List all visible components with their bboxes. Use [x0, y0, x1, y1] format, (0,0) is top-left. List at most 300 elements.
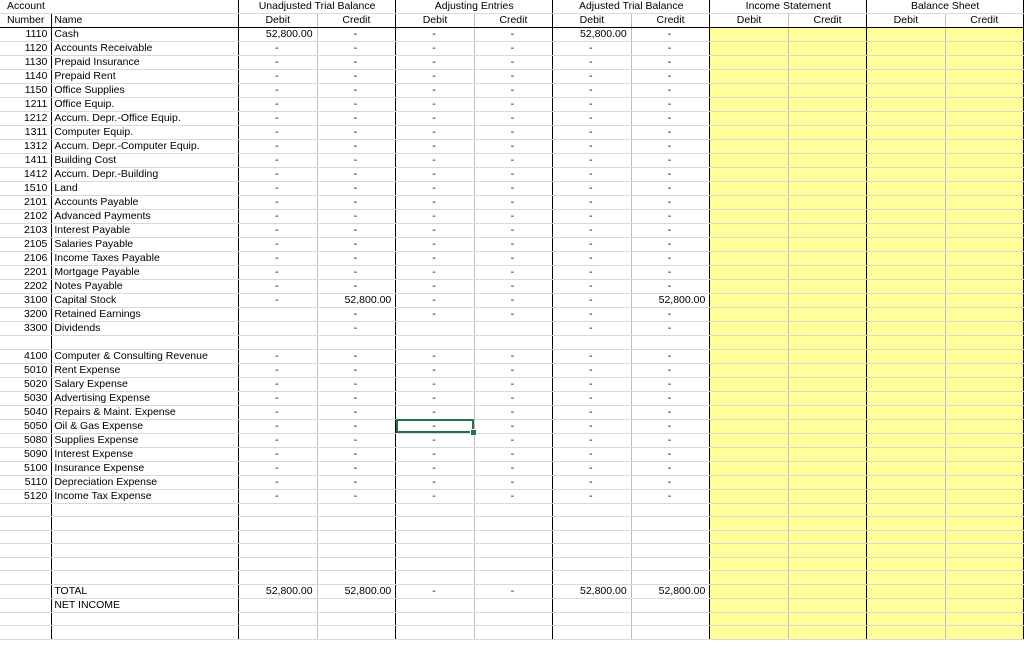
adjusted-debit-cell[interactable]	[553, 544, 632, 558]
account-name-cell[interactable]: Accounts Payable	[52, 196, 239, 210]
account-name-cell[interactable]	[52, 517, 239, 531]
adjusting-debit-cell[interactable]	[396, 336, 474, 350]
adjusting-debit-cell[interactable]	[396, 322, 474, 336]
adjusted-debit-cell[interactable]: -	[553, 433, 632, 447]
adjusted-credit-cell[interactable]: -	[631, 210, 710, 224]
adjusting-credit-cell[interactable]: -	[474, 461, 552, 475]
unadjusted-credit-cell[interactable]: -	[317, 349, 396, 363]
adjusting-credit-cell[interactable]	[474, 571, 552, 585]
adjusted-credit-cell[interactable]: 52,800.00	[631, 584, 710, 598]
adjusted-debit-cell[interactable]	[553, 626, 632, 640]
adjusted-credit-cell[interactable]	[631, 598, 710, 612]
adjusted-credit-cell[interactable]: -	[631, 224, 710, 238]
adjusted-credit-cell[interactable]: -	[631, 489, 710, 503]
adjusting-credit-cell[interactable]: -	[474, 377, 552, 391]
adjusting-debit-cell[interactable]: -	[396, 70, 474, 84]
account-number-cell[interactable]: 1412	[0, 168, 52, 182]
balance-debit-cell[interactable]	[867, 126, 945, 140]
adjusted-debit-cell[interactable]: -	[553, 405, 632, 419]
income-debit-cell[interactable]	[710, 112, 788, 126]
unadjusted-debit-cell[interactable]: -	[238, 182, 317, 196]
unadjusted-debit-cell[interactable]: -	[238, 98, 317, 112]
adjusted-debit-cell[interactable]: 52,800.00	[553, 28, 632, 42]
balance-debit-cell[interactable]	[867, 252, 945, 266]
adjusted-credit-cell[interactable]: -	[631, 126, 710, 140]
adjusting-credit-cell[interactable]: -	[474, 475, 552, 489]
adjusted-credit-cell[interactable]: -	[631, 266, 710, 280]
income-debit-cell[interactable]	[710, 461, 788, 475]
account-number-cell[interactable]: 5110	[0, 475, 52, 489]
adjusting-credit-cell[interactable]: -	[474, 489, 552, 503]
income-credit-cell[interactable]	[788, 182, 866, 196]
adjusting-credit-cell[interactable]	[474, 626, 552, 640]
adjusting-credit-cell[interactable]: -	[474, 294, 552, 308]
income-credit-cell[interactable]	[788, 598, 866, 612]
unadjusted-credit-cell[interactable]: -	[317, 56, 396, 70]
account-number-cell[interactable]: 1211	[0, 98, 52, 112]
unadjusted-debit-cell[interactable]: -	[238, 84, 317, 98]
account-name-cell[interactable]: Prepaid Insurance	[52, 56, 239, 70]
account-name-cell[interactable]	[52, 530, 239, 544]
balance-credit-cell[interactable]	[945, 224, 1023, 238]
unadjusted-debit-cell[interactable]: -	[238, 447, 317, 461]
income-statement-header[interactable]: Income Statement	[710, 0, 867, 14]
account-name-cell[interactable]	[52, 544, 239, 558]
adjusting-debit-cell[interactable]	[396, 517, 474, 531]
account-name-cell[interactable]: Capital Stock	[52, 294, 239, 308]
account-name-cell[interactable]	[52, 612, 239, 626]
unadjusted-debit-cell[interactable]: -	[238, 419, 317, 433]
balance-debit-cell[interactable]	[867, 530, 945, 544]
adjusted-debit-cell[interactable]: -	[553, 154, 632, 168]
selected-cell[interactable]: -	[396, 419, 474, 433]
balance-debit-cell[interactable]	[867, 363, 945, 377]
adjusted-credit-cell[interactable]: -	[631, 475, 710, 489]
income-debit-cell[interactable]	[710, 377, 788, 391]
adjusting-credit-cell[interactable]: -	[474, 280, 552, 294]
account-header-cont[interactable]	[52, 0, 239, 14]
adjusted-credit-cell[interactable]: -	[631, 308, 710, 322]
income-credit-cell[interactable]	[788, 363, 866, 377]
balance-debit-cell[interactable]	[867, 168, 945, 182]
unadjusted-debit-cell[interactable]: -	[238, 42, 317, 56]
adjusted-credit-cell[interactable]	[631, 530, 710, 544]
income-credit-cell[interactable]	[788, 612, 866, 626]
unadjusted-credit-cell[interactable]: -	[317, 28, 396, 42]
balance-credit-cell[interactable]	[945, 433, 1023, 447]
unadjusted-credit-cell[interactable]: -	[317, 126, 396, 140]
unadjusted-credit-cell[interactable]: -	[317, 42, 396, 56]
balance-credit-header[interactable]: Credit	[945, 14, 1023, 28]
balance-debit-cell[interactable]	[867, 238, 945, 252]
balance-credit-cell[interactable]	[945, 140, 1023, 154]
income-credit-cell[interactable]	[788, 84, 866, 98]
income-debit-cell[interactable]	[710, 517, 788, 531]
adjusting-credit-cell[interactable]	[474, 517, 552, 531]
balance-credit-cell[interactable]	[945, 112, 1023, 126]
adjusted-debit-cell[interactable]: -	[553, 294, 632, 308]
unadjusted-credit-cell[interactable]	[317, 612, 396, 626]
balance-debit-header[interactable]: Debit	[867, 14, 945, 28]
balance-credit-cell[interactable]	[945, 489, 1023, 503]
balance-credit-cell[interactable]	[945, 266, 1023, 280]
adjusting-debit-cell[interactable]: -	[396, 461, 474, 475]
unadjusted-debit-cell[interactable]: -	[238, 489, 317, 503]
unadjusted-debit-cell[interactable]	[238, 626, 317, 640]
adjusting-debit-cell[interactable]	[396, 571, 474, 585]
account-number-cell[interactable]	[0, 612, 52, 626]
unadjusted-credit-cell[interactable]: -	[317, 433, 396, 447]
balance-debit-cell[interactable]	[867, 419, 945, 433]
account-number-cell[interactable]: 1110	[0, 28, 52, 42]
account-name-cell[interactable]: Income Taxes Payable	[52, 252, 239, 266]
unadjusted-debit-cell[interactable]: -	[238, 349, 317, 363]
income-debit-cell[interactable]	[710, 626, 788, 640]
account-name-cell[interactable]: Computer & Consulting Revenue	[52, 349, 239, 363]
adjusted-credit-cell[interactable]: -	[631, 419, 710, 433]
income-credit-cell[interactable]	[788, 98, 866, 112]
adjusted-debit-cell[interactable]	[553, 336, 632, 350]
adjusted-credit-cell[interactable]: -	[631, 42, 710, 56]
unadjusted-credit-cell[interactable]: 52,800.00	[317, 584, 396, 598]
adjusting-credit-cell[interactable]	[474, 598, 552, 612]
unadjusted-credit-cell[interactable]: -	[317, 322, 396, 336]
unadjusted-debit-cell[interactable]	[238, 557, 317, 571]
account-number-cell[interactable]: 1510	[0, 182, 52, 196]
balance-credit-cell[interactable]	[945, 419, 1023, 433]
account-number-cell[interactable]: 4100	[0, 349, 52, 363]
account-name-cell[interactable]	[52, 336, 239, 350]
adjusting-credit-header[interactable]: Credit	[474, 14, 552, 28]
income-debit-cell[interactable]	[710, 294, 788, 308]
unadjusted-credit-cell[interactable]	[317, 530, 396, 544]
adjusted-credit-cell[interactable]: -	[631, 349, 710, 363]
adjusting-credit-cell[interactable]	[474, 544, 552, 558]
adjusted-debit-cell[interactable]: -	[553, 308, 632, 322]
balance-debit-cell[interactable]	[867, 308, 945, 322]
adjusted-credit-cell[interactable]: -	[631, 252, 710, 266]
unadjusted-debit-cell[interactable]: -	[238, 266, 317, 280]
balance-credit-cell[interactable]	[945, 182, 1023, 196]
account-number-cell[interactable]: 1120	[0, 42, 52, 56]
adjusted-credit-cell[interactable]: -	[631, 140, 710, 154]
income-debit-cell[interactable]	[710, 363, 788, 377]
adjusted-debit-cell[interactable]	[553, 503, 632, 517]
unadjusted-debit-cell[interactable]: -	[238, 154, 317, 168]
unadjusted-credit-cell[interactable]: -	[317, 182, 396, 196]
adjusted-debit-cell[interactable]	[553, 557, 632, 571]
income-debit-cell[interactable]	[710, 224, 788, 238]
income-debit-cell[interactable]	[710, 28, 788, 42]
unadjusted-credit-cell[interactable]	[317, 503, 396, 517]
adjusting-credit-cell[interactable]: -	[474, 70, 552, 84]
adjusted-credit-cell[interactable]: -	[631, 182, 710, 196]
balance-debit-cell[interactable]	[867, 475, 945, 489]
unadjusted-credit-cell[interactable]: -	[317, 168, 396, 182]
adjusting-credit-cell[interactable]	[474, 612, 552, 626]
balance-credit-cell[interactable]	[945, 447, 1023, 461]
income-credit-cell[interactable]	[788, 419, 866, 433]
account-name-cell[interactable]: Interest Expense	[52, 447, 239, 461]
adjusting-debit-cell[interactable]: -	[396, 84, 474, 98]
adjusting-debit-cell[interactable]: -	[396, 475, 474, 489]
unadjusted-credit-cell[interactable]: -	[317, 419, 396, 433]
adjusted-debit-cell[interactable]: -	[553, 168, 632, 182]
adjusted-debit-cell[interactable]: -	[553, 363, 632, 377]
account-name-cell[interactable]: Salary Expense	[52, 377, 239, 391]
adjusted-credit-cell[interactable]: -	[631, 168, 710, 182]
adjusted-credit-cell[interactable]	[631, 626, 710, 640]
balance-credit-cell[interactable]	[945, 70, 1023, 84]
unadjusted-debit-cell[interactable]: -	[238, 433, 317, 447]
adjusting-debit-cell[interactable]: -	[396, 252, 474, 266]
balance-debit-cell[interactable]	[867, 70, 945, 84]
unadjusted-credit-cell[interactable]: -	[317, 447, 396, 461]
balance-debit-cell[interactable]	[867, 557, 945, 571]
adjusted-debit-cell[interactable]: -	[553, 252, 632, 266]
adjusting-credit-cell[interactable]: -	[474, 98, 552, 112]
adjusted-debit-cell[interactable]: -	[553, 70, 632, 84]
account-name-cell[interactable]: Accum. Depr.-Computer Equip.	[52, 140, 239, 154]
adjusting-credit-cell[interactable]: -	[474, 182, 552, 196]
unadjusted-debit-cell[interactable]	[238, 322, 317, 336]
income-credit-cell[interactable]	[788, 196, 866, 210]
balance-credit-cell[interactable]	[945, 42, 1023, 56]
account-name-cell[interactable]: Notes Payable	[52, 280, 239, 294]
adjusting-debit-cell[interactable]	[396, 530, 474, 544]
account-number-cell[interactable]: 3200	[0, 308, 52, 322]
adjusting-debit-cell[interactable]: -	[396, 182, 474, 196]
account-number-cell[interactable]	[0, 557, 52, 571]
adjusting-debit-cell[interactable]: -	[396, 210, 474, 224]
adjusted-debit-cell[interactable]: -	[553, 126, 632, 140]
adjusted-credit-cell[interactable]: -	[631, 391, 710, 405]
adjusted-debit-cell[interactable]: -	[553, 210, 632, 224]
adjusted-debit-cell[interactable]: -	[553, 56, 632, 70]
income-debit-cell[interactable]	[710, 447, 788, 461]
income-debit-cell[interactable]	[710, 530, 788, 544]
balance-credit-cell[interactable]	[945, 377, 1023, 391]
adjusting-debit-header[interactable]: Debit	[396, 14, 474, 28]
adjusted-debit-cell[interactable]	[553, 598, 632, 612]
account-name-cell[interactable]: Mortgage Payable	[52, 266, 239, 280]
unadjusted-credit-cell[interactable]: -	[317, 98, 396, 112]
balance-credit-cell[interactable]	[945, 612, 1023, 626]
unadjusted-debit-cell[interactable]: -	[238, 140, 317, 154]
balance-credit-cell[interactable]	[945, 598, 1023, 612]
unadjusted-debit-cell[interactable]	[238, 503, 317, 517]
balance-debit-cell[interactable]	[867, 584, 945, 598]
income-debit-cell[interactable]	[710, 140, 788, 154]
adjusted-credit-header[interactable]: Credit	[631, 14, 710, 28]
adjusting-credit-cell[interactable]: -	[474, 154, 552, 168]
unadjusted-credit-cell[interactable]: -	[317, 154, 396, 168]
unadjusted-debit-cell[interactable]: -	[238, 294, 317, 308]
account-name-cell[interactable]: Rent Expense	[52, 363, 239, 377]
balance-debit-cell[interactable]	[867, 210, 945, 224]
adjusting-debit-cell[interactable]: -	[396, 42, 474, 56]
adjusting-debit-cell[interactable]: -	[396, 28, 474, 42]
account-name-cell[interactable]	[52, 571, 239, 585]
account-number-cell[interactable]	[0, 503, 52, 517]
unadjusted-debit-cell[interactable]: -	[238, 405, 317, 419]
balance-debit-cell[interactable]	[867, 322, 945, 336]
unadjusted-credit-cell[interactable]: -	[317, 196, 396, 210]
adjusting-debit-cell[interactable]: -	[396, 224, 474, 238]
adjusted-credit-cell[interactable]	[631, 503, 710, 517]
adjusted-credit-cell[interactable]	[631, 612, 710, 626]
income-debit-cell[interactable]	[710, 489, 788, 503]
income-debit-cell[interactable]	[710, 433, 788, 447]
income-credit-cell[interactable]	[788, 266, 866, 280]
unadjusted-debit-cell[interactable]	[238, 530, 317, 544]
adjusting-credit-cell[interactable]: -	[474, 84, 552, 98]
account-number-cell[interactable]	[0, 336, 52, 350]
account-number-cell[interactable]	[0, 517, 52, 531]
adjusted-debit-cell[interactable]: -	[553, 419, 632, 433]
account-number-cell[interactable]: 3300	[0, 322, 52, 336]
adjusted-debit-cell[interactable]: -	[553, 280, 632, 294]
account-name-cell[interactable]: Interest Payable	[52, 224, 239, 238]
unadjusted-debit-cell[interactable]	[238, 612, 317, 626]
unadjusted-credit-cell[interactable]: -	[317, 140, 396, 154]
unadjusted-debit-cell[interactable]	[238, 308, 317, 322]
income-credit-cell[interactable]	[788, 517, 866, 531]
adjusted-debit-cell[interactable]: -	[553, 461, 632, 475]
adjusting-debit-cell[interactable]	[396, 612, 474, 626]
unadjusted-credit-cell[interactable]: -	[317, 308, 396, 322]
balance-credit-cell[interactable]	[945, 544, 1023, 558]
adjusted-credit-cell[interactable]: -	[631, 405, 710, 419]
account-name-cell[interactable]: Insurance Expense	[52, 461, 239, 475]
fill-handle[interactable]	[470, 429, 477, 436]
income-credit-cell[interactable]	[788, 475, 866, 489]
unadjusted-debit-cell[interactable]: 52,800.00	[238, 28, 317, 42]
adjusting-credit-cell[interactable]: -	[474, 252, 552, 266]
number-header[interactable]: Number	[0, 14, 52, 28]
adjusted-debit-cell[interactable]	[553, 571, 632, 585]
adjusted-credit-cell[interactable]: -	[631, 433, 710, 447]
adjusting-credit-cell[interactable]	[474, 530, 552, 544]
adjusting-debit-cell[interactable]: -	[396, 584, 474, 598]
unadjusted-debit-cell[interactable]: -	[238, 238, 317, 252]
adjusted-credit-cell[interactable]: -	[631, 363, 710, 377]
income-credit-cell[interactable]	[788, 391, 866, 405]
balance-debit-cell[interactable]	[867, 433, 945, 447]
account-number-cell[interactable]: 2102	[0, 210, 52, 224]
adjusting-credit-cell[interactable]	[474, 557, 552, 571]
unadjusted-credit-cell[interactable]: -	[317, 489, 396, 503]
adjusted-credit-cell[interactable]	[631, 571, 710, 585]
adjusting-debit-cell[interactable]: -	[396, 196, 474, 210]
account-name-cell[interactable]: Repairs & Maint. Expense	[52, 405, 239, 419]
adjusting-debit-cell[interactable]: -	[396, 489, 474, 503]
adjusting-credit-cell[interactable]: -	[474, 56, 552, 70]
adjusting-debit-cell[interactable]: -	[396, 168, 474, 182]
income-debit-cell[interactable]	[710, 405, 788, 419]
adjusting-credit-cell[interactable]: -	[474, 140, 552, 154]
income-credit-cell[interactable]	[788, 584, 866, 598]
adjusted-debit-cell[interactable]: -	[553, 196, 632, 210]
account-number-cell[interactable]: 5090	[0, 447, 52, 461]
unadjusted-credit-cell[interactable]: -	[317, 112, 396, 126]
balance-debit-cell[interactable]	[867, 544, 945, 558]
balance-credit-cell[interactable]	[945, 405, 1023, 419]
account-number-cell[interactable]	[0, 571, 52, 585]
income-debit-cell[interactable]	[710, 182, 788, 196]
account-name-cell[interactable]: Oil & Gas Expense	[52, 419, 239, 433]
adjusting-debit-cell[interactable]: -	[396, 238, 474, 252]
balance-credit-cell[interactable]	[945, 530, 1023, 544]
adjusted-credit-cell[interactable]	[631, 517, 710, 531]
adjusted-credit-cell[interactable]: -	[631, 461, 710, 475]
account-number-cell[interactable]: 5010	[0, 363, 52, 377]
balance-debit-cell[interactable]	[867, 224, 945, 238]
adjusted-credit-cell[interactable]: -	[631, 322, 710, 336]
income-credit-cell[interactable]	[788, 154, 866, 168]
adjusting-debit-cell[interactable]	[396, 544, 474, 558]
adjusting-debit-cell[interactable]	[396, 557, 474, 571]
adjusting-credit-cell[interactable]: -	[474, 308, 552, 322]
income-credit-header[interactable]: Credit	[788, 14, 866, 28]
adjusted-debit-cell[interactable]: 52,800.00	[553, 584, 632, 598]
unadjusted-debit-cell[interactable]: -	[238, 461, 317, 475]
account-name-cell[interactable]: Depreciation Expense	[52, 475, 239, 489]
adjusted-trial-balance-header[interactable]: Adjusted Trial Balance	[553, 0, 710, 14]
adjusted-credit-cell[interactable]: -	[631, 84, 710, 98]
account-number-cell[interactable]	[0, 544, 52, 558]
balance-debit-cell[interactable]	[867, 154, 945, 168]
unadjusted-credit-cell[interactable]: -	[317, 280, 396, 294]
unadjusted-credit-cell[interactable]: -	[317, 252, 396, 266]
adjusted-debit-cell[interactable]: -	[553, 475, 632, 489]
adjusting-entries-header[interactable]: Adjusting Entries	[396, 0, 553, 14]
income-credit-cell[interactable]	[788, 28, 866, 42]
unadjusted-credit-cell[interactable]	[317, 336, 396, 350]
balance-debit-cell[interactable]	[867, 349, 945, 363]
account-name-cell[interactable]: Advanced Payments	[52, 210, 239, 224]
adjusted-credit-cell[interactable]	[631, 336, 710, 350]
balance-credit-cell[interactable]	[945, 363, 1023, 377]
account-number-cell[interactable]: 1212	[0, 112, 52, 126]
account-number-cell[interactable]	[0, 598, 52, 612]
adjusting-debit-cell[interactable]: -	[396, 280, 474, 294]
unadjusted-debit-cell[interactable]: -	[238, 363, 317, 377]
account-name-cell[interactable]	[52, 503, 239, 517]
account-number-cell[interactable]: 2103	[0, 224, 52, 238]
income-debit-cell[interactable]	[710, 168, 788, 182]
balance-debit-cell[interactable]	[867, 571, 945, 585]
adjusting-credit-cell[interactable]: -	[474, 447, 552, 461]
adjusting-credit-cell[interactable]	[474, 336, 552, 350]
unadjusted-credit-cell[interactable]: -	[317, 224, 396, 238]
income-credit-cell[interactable]	[788, 489, 866, 503]
income-credit-cell[interactable]	[788, 544, 866, 558]
adjusting-credit-cell[interactable]: -	[474, 266, 552, 280]
account-name-cell[interactable]	[52, 557, 239, 571]
account-name-cell[interactable]: Dividends	[52, 322, 239, 336]
adjusted-credit-cell[interactable]: -	[631, 112, 710, 126]
balance-credit-cell[interactable]	[945, 475, 1023, 489]
adjusting-debit-cell[interactable]: -	[396, 140, 474, 154]
account-header[interactable]: Account	[0, 0, 52, 14]
balance-credit-cell[interactable]	[945, 461, 1023, 475]
income-credit-cell[interactable]	[788, 70, 866, 84]
unadjusted-credit-cell[interactable]: -	[317, 391, 396, 405]
income-debit-cell[interactable]	[710, 612, 788, 626]
adjusted-debit-header[interactable]: Debit	[553, 14, 632, 28]
adjusting-debit-cell[interactable]: -	[396, 294, 474, 308]
